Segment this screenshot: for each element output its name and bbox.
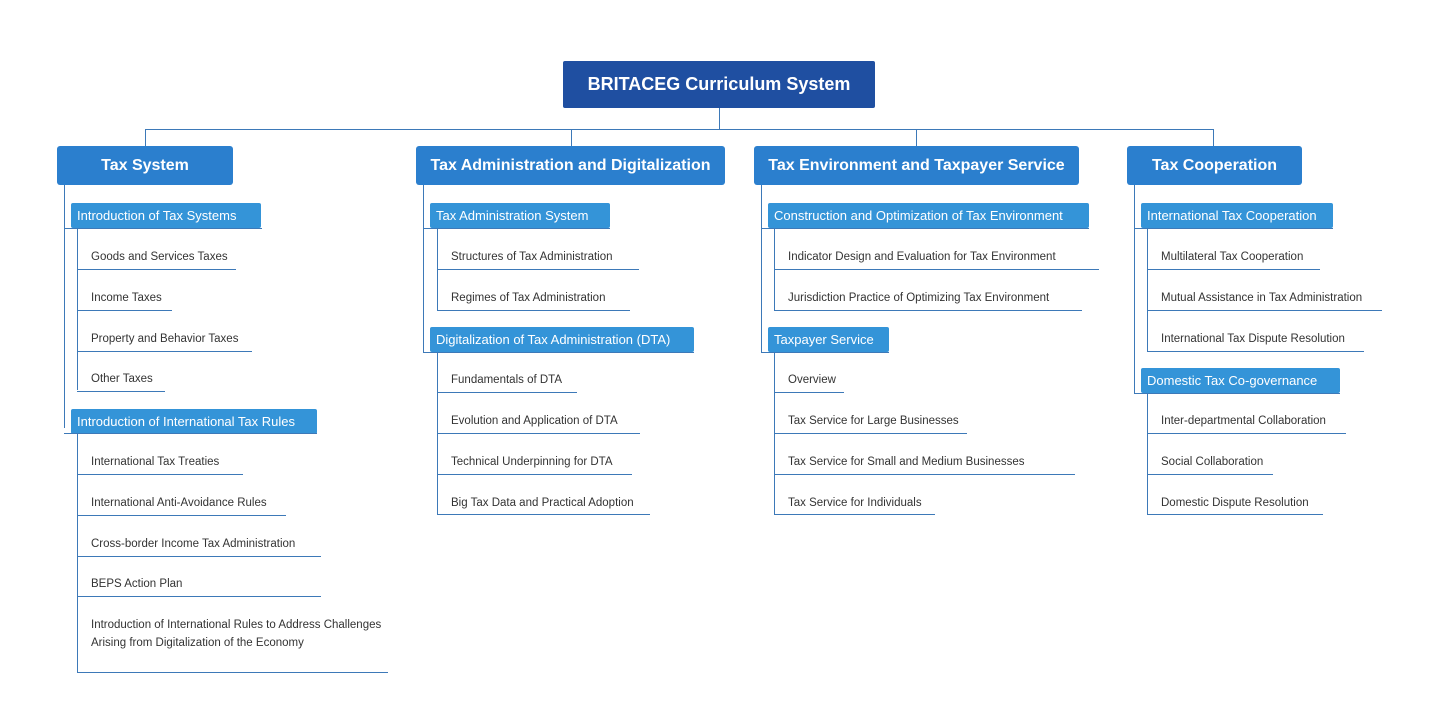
group2-underline xyxy=(761,352,889,353)
column-tax-system: Tax System xyxy=(57,146,233,185)
leaf-social-collaboration: Social Collaboration xyxy=(1161,456,1264,468)
root-connector-col4 xyxy=(1213,129,1214,146)
column-tax-administration: Tax Administration and Digitalization xyxy=(416,146,725,185)
leaf-international-tax-dispute-resolution: International Tax Dispute Resolution xyxy=(1161,333,1345,345)
leaf-underline xyxy=(77,391,165,392)
col1-trunk xyxy=(64,185,65,428)
group-taxpayer-service: Taxpayer Service xyxy=(768,327,889,352)
leaf-underline xyxy=(437,433,640,434)
leaf-mutual-assistance: Mutual Assistance in Tax Administration xyxy=(1161,292,1363,304)
leaf-underline xyxy=(77,269,236,270)
leaf-multilateral-tax-cooperation: Multilateral Tax Cooperation xyxy=(1161,251,1304,263)
group1-underline xyxy=(64,228,262,229)
leaf-tax-service-for-individuals: Tax Service for Individuals xyxy=(788,497,922,509)
leaf-underline xyxy=(774,310,1082,311)
root-connector-col3 xyxy=(916,129,917,146)
leaf-tax-service-for-large-businesses: Tax Service for Large Businesses xyxy=(788,415,959,427)
leaf-underline xyxy=(77,351,252,352)
leaf-underline xyxy=(437,392,577,393)
leaf-goods-and-services-taxes: Goods and Services Taxes xyxy=(91,251,228,263)
group-domestic-tax-co-governance: Domestic Tax Co-governance xyxy=(1141,368,1340,393)
leaf-underline xyxy=(1147,474,1273,475)
leaf-underline xyxy=(1147,351,1364,352)
leaf-underline xyxy=(1147,310,1382,311)
col4-trunk xyxy=(1134,185,1135,393)
leaf-underline xyxy=(77,596,321,597)
group2-underline xyxy=(1134,393,1340,394)
leaf-underline xyxy=(774,269,1099,270)
leaf-overview: Overview xyxy=(788,374,836,386)
leaf-underline xyxy=(1147,514,1323,515)
leaf-underline xyxy=(437,310,630,311)
leaf-underline xyxy=(774,474,1075,475)
group-digitalization-of-tax-administration: Digitalization of Tax Administration (DTA) xyxy=(430,327,694,352)
leaf-domestic-dispute-resolution: Domestic Dispute Resolution xyxy=(1161,497,1309,509)
group-tax-administration-system: Tax Administration System xyxy=(430,203,610,228)
leaf-underline xyxy=(774,392,844,393)
leaf-evolution-and-application-of-dta: Evolution and Application of DTA xyxy=(451,415,618,427)
root-connector-col2 xyxy=(571,129,572,146)
group2-branch xyxy=(77,433,78,673)
group-introduction-of-international-tax-rules: Introduction of International Tax Rules xyxy=(71,409,317,434)
group1-underline xyxy=(761,228,1089,229)
group1-branch xyxy=(77,228,78,390)
root-connector-horizontal xyxy=(145,129,1214,130)
leaf-tax-service-for-smb: Tax Service for Small and Medium Businesses xyxy=(788,456,1025,468)
leaf-indicator-design-and-evaluation: Indicator Design and Evaluation for Tax Environment xyxy=(788,251,1056,263)
leaf-cross-border-income-tax-administration: Cross-border Income Tax Administration xyxy=(91,538,296,550)
leaf-underline xyxy=(77,672,388,673)
leaf-jurisdiction-practice: Jurisdiction Practice of Optimizing Tax Environment xyxy=(788,292,1050,304)
column-tax-cooperation: Tax Cooperation xyxy=(1127,146,1302,185)
leaf-underline xyxy=(77,556,321,557)
leaf-underline xyxy=(77,515,286,516)
group2-underline xyxy=(423,352,694,353)
leaf-regimes-of-tax-administration: Regimes of Tax Administration xyxy=(451,292,606,304)
leaf-underline xyxy=(77,474,243,475)
leaf-inter-departmental-collaboration: Inter-departmental Collaboration xyxy=(1161,415,1326,427)
leaf-underline xyxy=(437,514,650,515)
group-construction-and-optimization: Construction and Optimization of Tax Environment xyxy=(768,203,1089,228)
col3-trunk xyxy=(761,185,762,352)
group-introduction-of-tax-systems: Introduction of Tax Systems xyxy=(71,203,261,228)
leaf-underline xyxy=(774,433,967,434)
leaf-property-and-behavior-taxes: Property and Behavior Taxes xyxy=(91,333,239,345)
leaf-digitalization-rules: Introduction of International Rules to Address Challenges Arising from Digitalization of the Economy xyxy=(91,619,382,649)
leaf-underline xyxy=(437,269,639,270)
group-international-tax-cooperation: International Tax Cooperation xyxy=(1141,203,1333,228)
leaf-structures-of-tax-administration: Structures of Tax Administration xyxy=(451,251,613,263)
column-tax-environment: Tax Environment and Taxpayer Service xyxy=(754,146,1079,185)
group1-branch xyxy=(1147,228,1148,351)
group2-underline xyxy=(64,433,317,434)
leaf-international-tax-treaties: International Tax Treaties xyxy=(91,456,220,468)
group1-underline xyxy=(423,228,610,229)
root-connector-vertical xyxy=(719,108,720,129)
leaf-other-taxes: Other Taxes xyxy=(91,373,153,385)
leaf-beps-action-plan: BEPS Action Plan xyxy=(91,578,183,590)
root-connector-col1 xyxy=(145,129,146,146)
leaf-big-tax-data-and-practical-adoption: Big Tax Data and Practical Adoption xyxy=(451,497,634,509)
group1-underline xyxy=(1134,228,1333,229)
leaf-international-anti-avoidance-rules: International Anti-Avoidance Rules xyxy=(91,497,267,509)
leaf-technical-underpinning-for-dta: Technical Underpinning for DTA xyxy=(451,456,613,468)
leaf-income-taxes: Income Taxes xyxy=(91,292,162,304)
group2-branch xyxy=(1147,393,1148,514)
leaf-underline xyxy=(437,474,632,475)
leaf-underline xyxy=(1147,269,1320,270)
leaf-underline xyxy=(77,310,172,311)
col2-trunk xyxy=(423,185,424,352)
leaf-underline xyxy=(1147,433,1346,434)
leaf-fundamentals-of-dta: Fundamentals of DTA xyxy=(451,374,563,386)
root-node: BRITACEG Curriculum System xyxy=(563,61,875,108)
leaf-underline xyxy=(774,514,935,515)
